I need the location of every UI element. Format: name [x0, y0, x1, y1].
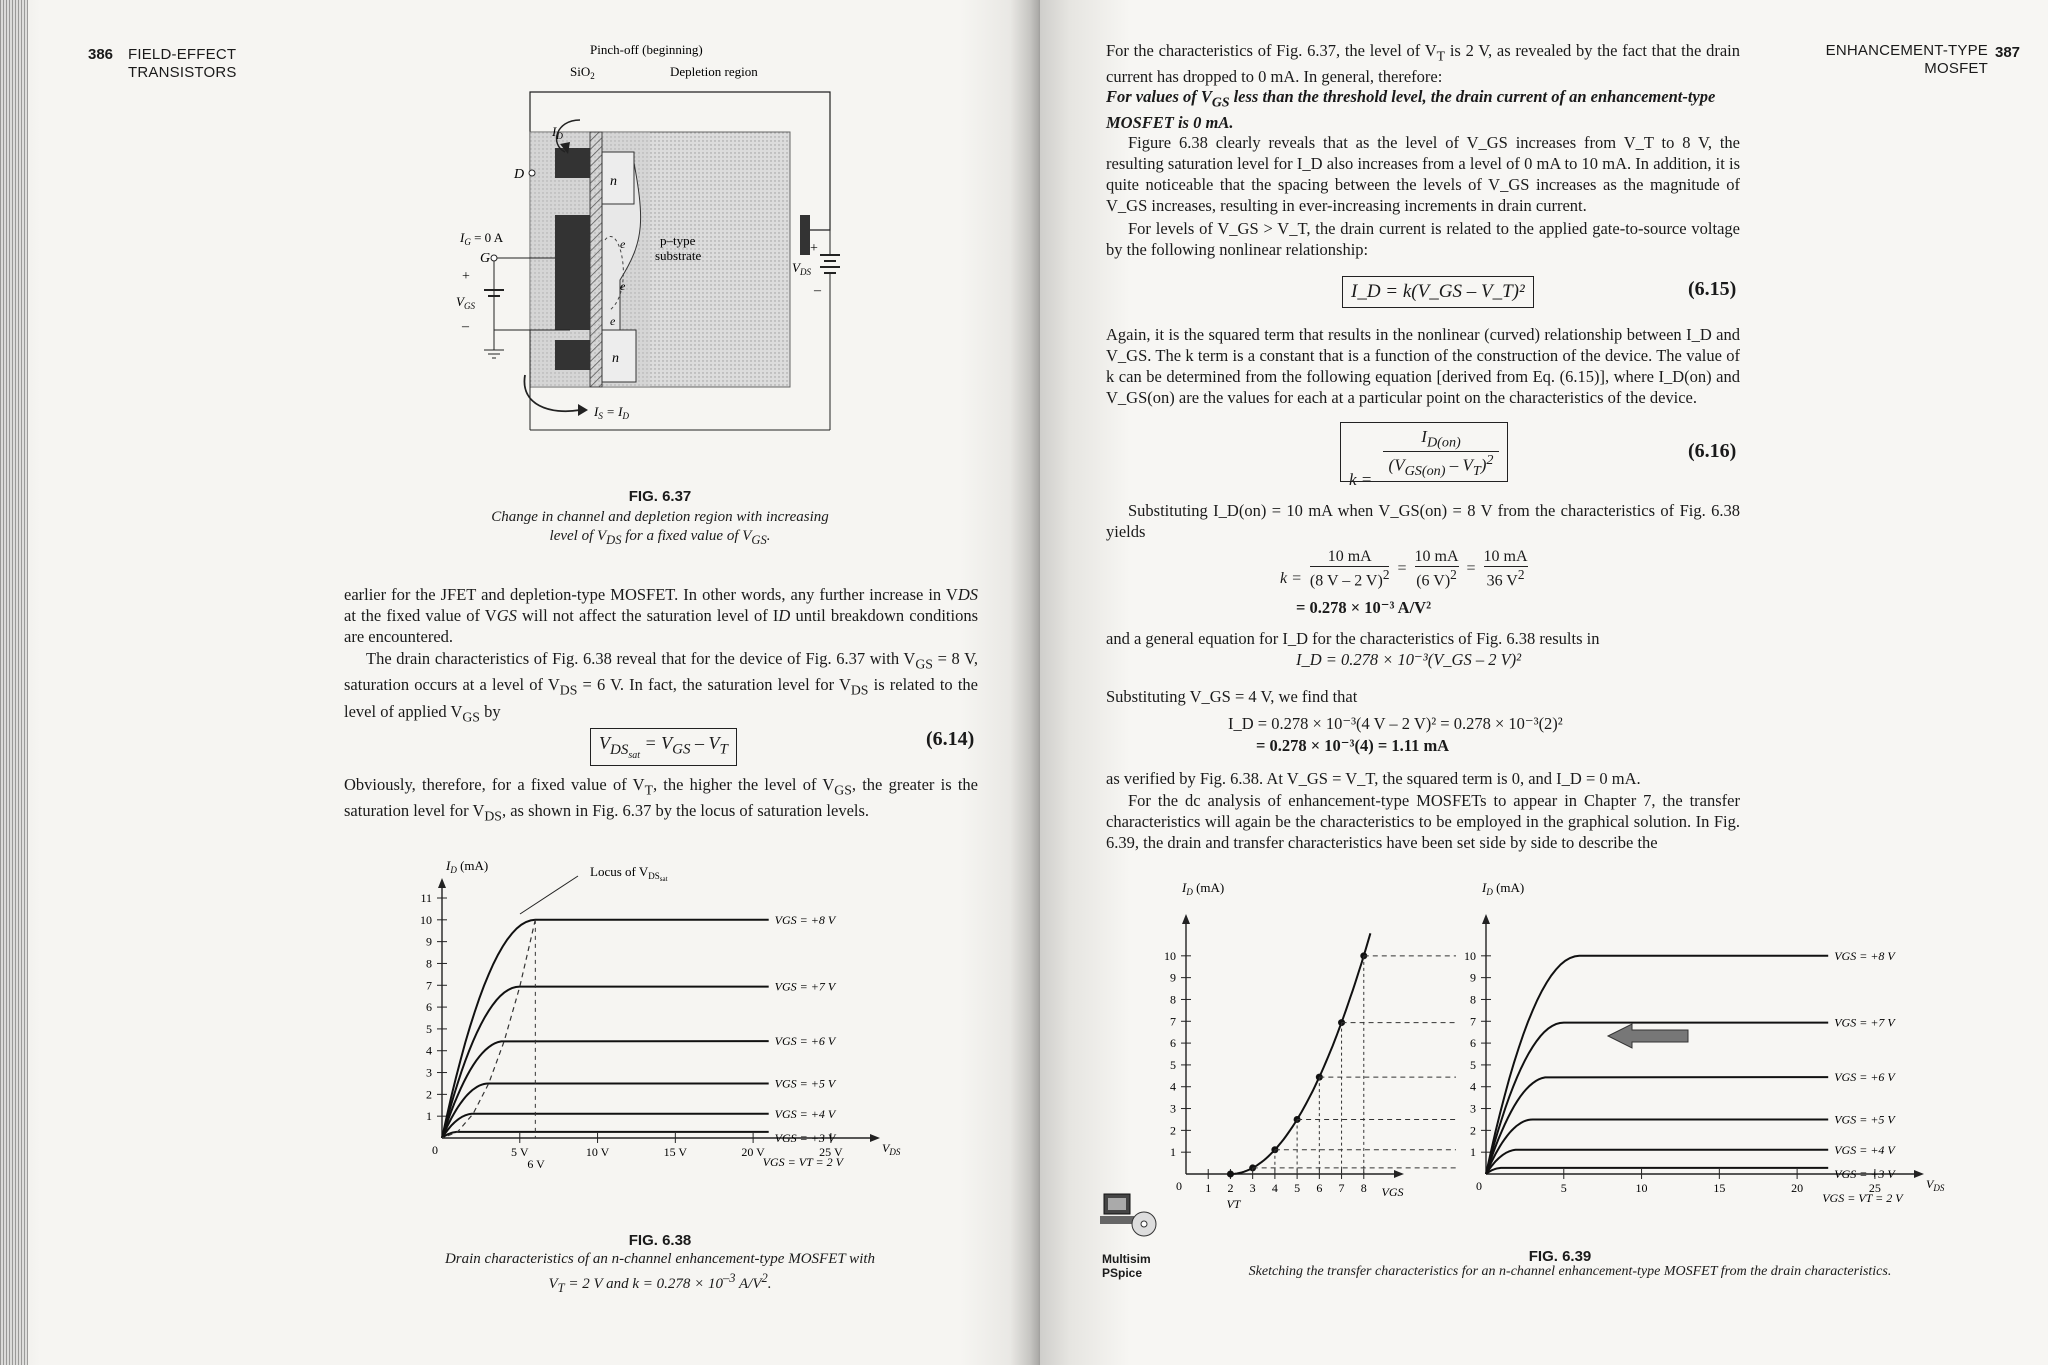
- caption-line: Drain characteristics of an n-channel enhancement-type MOSFET with: [444, 1251, 876, 1267]
- running-head-line: ENHANCEMENT-TYPE: [1825, 42, 1988, 59]
- label-vds: $V_{DS}$: [792, 260, 811, 277]
- series-label: VGS = +6 V: [774, 1034, 836, 1049]
- x-axis-arrow: [870, 1134, 880, 1142]
- series-label: VGS = +8 V: [774, 912, 836, 927]
- x-tick-label: 3: [1249, 1181, 1256, 1195]
- label-e: e: [610, 314, 616, 328]
- label-vgs: $V_{GS}$: [456, 294, 475, 311]
- label-drain: D: [514, 167, 525, 182]
- software-pspice: PSpice: [1102, 1266, 1143, 1280]
- x-tick-label: 25 V: [819, 1145, 843, 1159]
- equation-6-15: I_D = k(V_GS – V_T)²: [1342, 276, 1534, 308]
- label-minus: –: [462, 319, 469, 334]
- y-tick-label: 8: [1470, 992, 1476, 1007]
- fig-6-38-chart: [410, 848, 930, 1228]
- page-number-left: 386: [88, 46, 114, 63]
- paragraph: For the dc analysis of enhancement-type MOSFETs to appear in Chapter 7, the transfer characteristics will again be the characteristics to be employed in the graphical solution. In Fig. 6.39, the drain and transfer characteristics have been set side by side to describe the: [1106, 791, 1740, 852]
- caption-line: level of $V_{DS}$ for a fixed value of $V_{GS}$.: [549, 528, 771, 547]
- label-depletion: Depletion region: [670, 64, 758, 79]
- equation-number: (6.16): [1688, 440, 1737, 462]
- y-tick-label: 2: [1470, 1123, 1476, 1138]
- label-gate: G: [480, 251, 491, 266]
- y-tick-label: 9: [1170, 970, 1176, 985]
- x-tick-label: 25: [1868, 1181, 1881, 1195]
- y-tick-label: 3: [1470, 1101, 1476, 1116]
- y-tick-label: 10: [420, 912, 432, 927]
- x-axis-arrow: [1394, 1170, 1404, 1178]
- series-label: VGS = +6 V: [1834, 1070, 1895, 1085]
- y-tick-label: 2: [426, 1087, 432, 1102]
- vt-label: VT: [1226, 1197, 1241, 1211]
- y-tick-label: 4: [1170, 1079, 1176, 1094]
- series-line: [1486, 956, 1828, 1174]
- running-head-line: MOSFET: [1924, 60, 1988, 77]
- k-result: = 0.278 × 10⁻³ A/V²: [1296, 598, 1432, 617]
- label-plus: +: [462, 269, 470, 284]
- equation-number: (6.14): [926, 728, 975, 750]
- series-label: VGS = VT = 2 V: [1822, 1191, 1903, 1205]
- y-tick-label: 1: [1170, 1145, 1176, 1160]
- label-n-bottom: n: [612, 351, 619, 366]
- label-substrate: p–type: [660, 233, 696, 248]
- extra-label: 6 V: [527, 1157, 545, 1171]
- y-tick-label: 3: [1170, 1101, 1176, 1116]
- emphasis-statement: For values of $V_{GS}$ less than the threshold level, the drain current of an enhancement-type MOSFET is 0 mA.: [1106, 87, 1716, 133]
- x-axis-label: $V_{DS}$: [882, 1141, 901, 1157]
- origin-label: 0: [1476, 1179, 1482, 1193]
- series-label: VGS = +3 V: [774, 1130, 836, 1145]
- paragraph: For the characteristics of Fig. 6.37, the level of $V_T$ is 2 V, as revealed by the fact that the drain current has dropped to 0 mA. In general, therefore:: [1106, 41, 1740, 87]
- paragraph: as verified by Fig. 6.38. At V_GS = V_T, the squared term is 0, and I_D = 0 mA.: [1106, 769, 1641, 788]
- label-ig: $I_G = 0$ A: [460, 230, 504, 247]
- x-tick-label: 15 V: [663, 1145, 688, 1159]
- y-tick-label: 10: [1164, 948, 1176, 963]
- y-tick-label: 5: [1170, 1057, 1176, 1072]
- running-head-line: TRANSISTORS: [128, 64, 237, 81]
- data-point: [1227, 1171, 1234, 1178]
- series-label: VGS = +8 V: [1834, 948, 1895, 963]
- series-line: [442, 1132, 769, 1138]
- y-tick-label: 11: [420, 891, 432, 905]
- series-line: [442, 920, 769, 1138]
- y-axis-arrow: [1482, 914, 1490, 924]
- y-tick-label: 1: [426, 1109, 432, 1124]
- page-edge: [0, 0, 28, 1365]
- paragraph: Figure 6.38 clearly reveals that as the level of V_GS increases from V_T to 8 V, the resulting saturation level for I_D also increases from a level of 0 mA to 10 mA. In addition, it is quite noticeable that the spacing between the levels of V_GS increases as the magnitude of V_GS increases, resulting in ever-increasing increments in drain current.: [1106, 133, 1740, 215]
- y-axis-label: $I_D$ (mA): [1482, 880, 1525, 897]
- x-tick-label: 5: [1294, 1181, 1301, 1195]
- series-label: VGS = VT = 2 V: [762, 1155, 843, 1169]
- y-tick-label: 7: [1470, 1014, 1476, 1029]
- equation-6-14: $V_{DS_{sat}} = V_{GS} - V_T$: [590, 728, 737, 766]
- running-head-left: [128, 46, 237, 82]
- software-tags: [1102, 1252, 1151, 1280]
- y-tick-label: 6: [1170, 1036, 1176, 1051]
- series-line: [442, 1084, 769, 1139]
- locus-line: [442, 920, 535, 1138]
- paragraph: The drain characteristics of Fig. 6.38 reveal that for the device of Fig. 6.37 with $V_{GS} = 8$ V, saturation occurs at a level of $V_{DS} = 6$ V. In fact, the saturation level for $V_{DS}$ is related to the level of applied $V_{GS}$ by: [344, 649, 979, 724]
- label-plus: +: [810, 241, 818, 256]
- x-tick-label: 20: [1791, 1181, 1804, 1195]
- transfer-curve: [1230, 933, 1370, 1174]
- paragraph: Substituting V_GS = 4 V, we find that: [1106, 687, 1358, 706]
- origin-label: 0: [432, 1143, 438, 1157]
- equation-number: (6.15): [1688, 278, 1737, 300]
- caption-line: Change in channel and depletion region with increasing: [491, 509, 829, 525]
- x-tick-label: 6: [1316, 1181, 1323, 1195]
- x-tick-label: 1: [1205, 1181, 1212, 1195]
- y-tick-label: 5: [1470, 1057, 1476, 1072]
- x-axis-label: VGS: [1381, 1185, 1404, 1199]
- label-n-top: n: [610, 174, 617, 189]
- y-tick-label: 4: [1470, 1079, 1476, 1094]
- label-e: e: [620, 279, 626, 293]
- x-axis-label: $V_{DS}$: [1926, 1177, 1945, 1193]
- y-axis-label: $I_D$ (mA): [446, 858, 489, 875]
- y-tick-label: 5: [426, 1021, 432, 1036]
- x-tick-label: 8: [1360, 1181, 1367, 1195]
- y-tick-label: 8: [1170, 992, 1176, 1007]
- k-calculation: k = $\frac{10 mA}{(8 V - 2 V)^2}$ = $\frac{10 mA}{(6 V)^2}$ = $\frac{10 mA}{36 V^2}$: [1280, 548, 1528, 590]
- y-tick-label: 8: [426, 956, 432, 971]
- label-is: $I_S = I_D$: [594, 404, 629, 421]
- series-line: [1486, 1150, 1828, 1174]
- x-tick-label: 7: [1338, 1181, 1345, 1195]
- paragraph: Obviously, therefore, for a fixed value of $V_T$, the higher the level of $V_{GS}$, the greater is the saturation level for $V_{DS}$, as shown in Fig. 6.37 by the locus of saturation levels.: [344, 775, 978, 824]
- x-tick-label: 10: [1635, 1181, 1648, 1195]
- origin-label: 0: [1176, 1179, 1182, 1193]
- paragraph: and a general equation for I_D for the characteristics of Fig. 6.38 results in: [1106, 629, 1600, 648]
- fig-6-38-caption: [400, 1250, 920, 1298]
- fig-6-39-caption: Sketching the transfer characteristics for an n-channel enhancement-type MOSFET from the drain characteristics.: [1248, 1264, 1892, 1279]
- x-tick-label: 5: [1560, 1181, 1567, 1195]
- series-label: VGS = +7 V: [1834, 1015, 1895, 1030]
- x-tick-label: 4: [1271, 1181, 1278, 1195]
- series-line: [1486, 1120, 1828, 1175]
- fig-6-39-title: FIG. 6.39: [1528, 1248, 1592, 1265]
- y-axis-arrow: [1182, 914, 1190, 924]
- y-tick-label: 6: [426, 1000, 432, 1015]
- series-label: VGS = +7 V: [774, 979, 836, 994]
- label-minus: –: [814, 283, 821, 298]
- paragraph: Again, it is the squared term that results in the nonlinear (curved) relationship between I_D and V_GS. The k term is a constant that is a function of the construction of the device. The value of k can be determined from the following equation [derived from Eq. (6.15)], where I_D(on) and V_GS(on) are the values for each at a particular point on the characteristics of the device.: [1106, 325, 1740, 407]
- x-tick-label: 5 V: [511, 1145, 529, 1159]
- label-e: e: [620, 237, 626, 251]
- series-label: VGS = +5 V: [1834, 1112, 1895, 1127]
- x-tick-label: 2: [1227, 1181, 1234, 1195]
- series-label: VGS = +5 V: [774, 1076, 836, 1091]
- y-axis-arrow: [438, 878, 446, 888]
- paragraph: For levels of V_GS > V_T, the drain current is related to the applied gate-to-source voltage by the following nonlinear relationship:: [1106, 219, 1740, 259]
- paragraph: Substituting I_D(on) = 10 mA when V_GS(on) = 8 V from the characteristics of Fig. 6.38 yields: [1106, 501, 1740, 541]
- direction-arrow: [1608, 1024, 1688, 1048]
- series-line: [442, 1041, 769, 1138]
- y-tick-label: 6: [1470, 1036, 1476, 1051]
- y-tick-label: 9: [426, 934, 432, 949]
- y-tick-label: 9: [1470, 970, 1476, 985]
- label-sio2: SiO$_2$: [570, 64, 595, 81]
- fig-6-39-drain-chart: [1456, 874, 2016, 1224]
- x-tick-label: 15: [1713, 1181, 1726, 1195]
- fig-6-37-caption: [420, 508, 900, 550]
- locus-annotation: Locus of $V_{DS}sat$: [590, 864, 668, 883]
- equation-6-16: k = $I_{D(on)}$ $(V_{GS(on)} - V_T)^2$: [1340, 422, 1508, 482]
- y-tick-label: 7: [426, 978, 432, 993]
- series-label: VGS = +4 V: [774, 1106, 836, 1121]
- running-head-right: [1788, 42, 1988, 78]
- computer-disc-icon: [1100, 1190, 1162, 1238]
- paragraph: earlier for the JFET and depletion-type MOSFET. In other words, any further increase in VDS at the fixed value of VGS will not affect the saturation level of ID until breakdown conditions are encountered.: [344, 585, 978, 646]
- series-line: [442, 987, 769, 1138]
- y-tick-label: 1: [1470, 1145, 1476, 1160]
- fig-6-37-diagram: [456, 40, 850, 470]
- label-id: $I_D$: [552, 124, 563, 141]
- y-tick-label: 4: [426, 1043, 432, 1058]
- y-tick-label: 10: [1464, 948, 1476, 963]
- fig-6-39-transfer-chart: [1156, 874, 1446, 1224]
- right-page: [1040, 0, 2048, 1365]
- general-equation: I_D = 0.278 × 10⁻³(V_GS – 2 V)²: [1296, 650, 1522, 669]
- x-tick-label: 20 V: [741, 1145, 765, 1159]
- series-line: [1486, 1168, 1828, 1174]
- caption-line: $V_T = 2$ V and $k = 0.278 \times 10^{-3}$ $A/V^2$.: [548, 1271, 772, 1295]
- x-tick-label: 10 V: [585, 1145, 610, 1159]
- series-line: [1486, 1023, 1828, 1174]
- label-substrate: substrate: [655, 248, 702, 263]
- fig-6-37-title: FIG. 6.37: [628, 488, 692, 505]
- series-label: VGS = +4 V: [1834, 1142, 1895, 1157]
- id-calculation-line1: I_D = 0.278 × 10⁻³(4 V – 2 V)² = 0.278 × 10⁻³(2)²: [1228, 714, 1563, 733]
- y-tick-label: 3: [426, 1065, 432, 1080]
- y-axis-label: $I_D$ (mA): [1182, 880, 1225, 897]
- y-tick-label: 7: [1170, 1014, 1176, 1029]
- series-line: [1486, 1077, 1828, 1174]
- fig-6-38-title: FIG. 6.38: [628, 1232, 692, 1249]
- software-multisim: Multisim: [1102, 1252, 1151, 1266]
- x-axis-arrow: [1914, 1170, 1924, 1178]
- series-line: [442, 1114, 769, 1138]
- label-pinchoff: Pinch-off (beginning): [590, 42, 703, 57]
- page-number-right: 387: [1995, 44, 2021, 61]
- id-calculation-line2: = 0.278 × 10⁻³(4) = 1.11 mA: [1256, 736, 1450, 755]
- series-label: VGS = +3 V: [1834, 1166, 1895, 1181]
- running-head-line: FIELD-EFFECT: [128, 46, 237, 63]
- y-tick-label: 2: [1170, 1123, 1176, 1138]
